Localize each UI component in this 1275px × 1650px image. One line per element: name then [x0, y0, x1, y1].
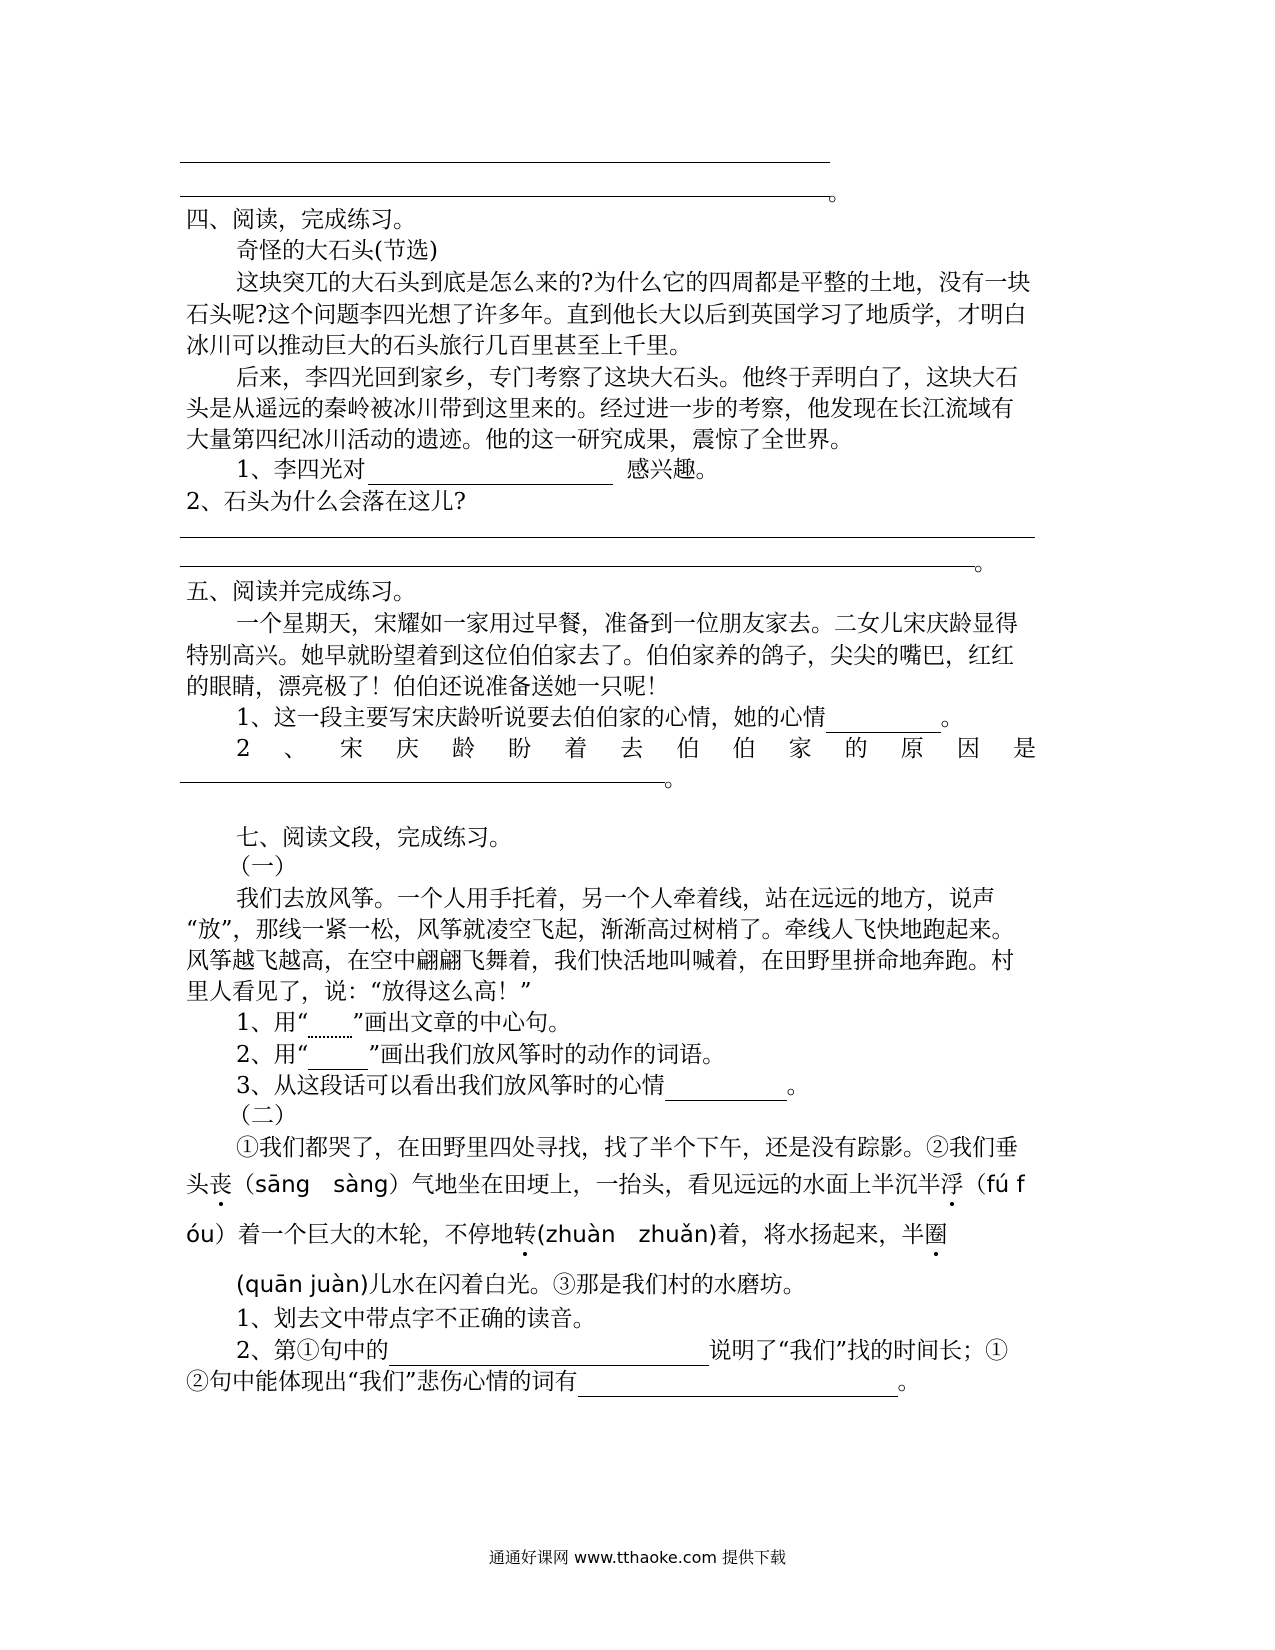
answer-blank[interactable] [826, 710, 941, 733]
question: 2、石头为什么会落在这儿? [186, 489, 466, 515]
question [236, 1336, 1008, 1366]
passage-text: 大量第四纪冰川活动的遗迹。他的这一研究成果，震惊了全世界。 [186, 427, 853, 453]
question-char: 伯 [732, 736, 756, 762]
question-char: 的 [844, 736, 868, 762]
passage-fragment: 着，将水扬起来，半 [717, 1222, 925, 1248]
section-heading: 七、阅读文段，完成练习。 [236, 825, 512, 851]
passage-text: 石头呢?这个问题李四光想了许多年。直到他长大以后到英国学习了地质学，才明白 [186, 302, 1027, 328]
answer-blank[interactable] [389, 1343, 709, 1366]
answer-blank[interactable] [665, 1078, 787, 1101]
question-text: 。 [897, 1369, 921, 1395]
question [236, 1040, 725, 1070]
question-text: 3、从这段话可以看出我们放风筝时的心情 [236, 1073, 665, 1099]
question [236, 703, 964, 733]
passage-text: 我们去放风筝。一个人用手托着，另一个人牵着线，站在远远的地方，说声 [236, 886, 995, 912]
question-char: 着 [564, 736, 588, 762]
passage-text: 风筝越飞越高，在空中翩翩飞舞着，我们快活地叫喊着，在田野里拼命地奔跑。村 [186, 948, 1014, 974]
passage-text: 冰川可以推动巨大的石头旅行几百里甚至上千里。 [186, 333, 692, 359]
passage-fragment: 气地坐在田埂上，一抬头，看见远远的水面上半沉半 [411, 1172, 941, 1198]
question-text: 1、这一段主要写宋庆龄听说要去伯伯家的心情，她的心情 [236, 705, 826, 731]
passage-fragment: 着一个巨大的木轮，不停地 [237, 1222, 514, 1248]
passage-text: ①我们都哭了，在田野里四处寻找，找了半个下午，还是没有踪影。②我们垂 [236, 1135, 1018, 1161]
straight-underline-mark [308, 1055, 368, 1070]
passage-fragment: 儿水在闪着白光。③那是我们村的水磨坊。 [368, 1272, 806, 1298]
question-text: 2、用“ [236, 1042, 309, 1068]
answer-blank[interactable] [368, 462, 613, 485]
question-char: 、 [283, 736, 307, 762]
dotted-char: 丧 [209, 1172, 232, 1198]
question-text: 说明了“我们”找的时间长；① [708, 1338, 1009, 1364]
question-text: 。 [940, 705, 964, 731]
pinyin-options: (zhuàn zhuǎn) [536, 1222, 718, 1248]
question-char: 龄 [452, 736, 476, 762]
part-label: （一） [228, 854, 297, 880]
passage-text: 这块突兀的大石头到底是怎么来的?为什么它的四周都是平整的土地，没有一块 [236, 270, 1031, 296]
section-heading: 四、阅读，完成练习。 [186, 207, 416, 233]
pinyin-options: (quān juàn) [236, 1272, 369, 1298]
dotted-char: 圈 [924, 1222, 948, 1248]
question-text: 1、李四光对 [236, 457, 366, 483]
question [236, 1008, 571, 1038]
passage-title: 奇怪的大石头(节选) [236, 238, 438, 264]
passage-text: 特别高兴。她早就盼望着到这位伯伯家去了。伯伯家养的鸽子，尖尖的嘴巴，红红 [186, 643, 1014, 669]
question-text: ”画出文章的中心句。 [352, 1010, 572, 1036]
question-text: 。 [786, 1073, 810, 1099]
question-char: 家 [788, 736, 812, 762]
answer-line[interactable] [180, 537, 1035, 538]
answer-line[interactable] [180, 566, 975, 567]
wavy-underline-mark [308, 1014, 352, 1038]
dotted-char: 转 [513, 1222, 537, 1248]
passage-text: 后来，李四光回到家乡，专门考察了这块大石头。他终于弄明白了，这块大石 [236, 365, 1018, 391]
dotted-char: 浮 [940, 1172, 964, 1198]
question-text: ②句中能体现出“我们”悲伤心情的词有 [186, 1369, 578, 1395]
question-justified [236, 734, 1036, 764]
part-label: （二） [228, 1103, 297, 1129]
passage-text [186, 1170, 1025, 1200]
passage-text [186, 1220, 947, 1250]
question-char: 去 [620, 736, 644, 762]
question-text: 2、第①句中的 [236, 1338, 389, 1364]
question-char: 是 [1012, 736, 1036, 762]
passage-text: 头是从遥远的秦岭被冰川带到这里来的。经过进一步的考察，他发现在长江流域有 [186, 396, 1014, 422]
page-footer: 通通好课网 www.tthaoke.com 提供下载 [488, 1548, 787, 1567]
answer-line [180, 162, 830, 163]
question-text: ”画出我们放风筝时的动作的词语。 [368, 1042, 726, 1068]
question-text: 感兴趣。 [626, 457, 719, 483]
section-heading: 五、阅读并完成练习。 [186, 579, 416, 605]
question [186, 1367, 921, 1397]
question [236, 455, 719, 485]
question-char: 庆 [395, 736, 419, 762]
question-text: 1、用“ [236, 1010, 309, 1036]
pinyin-options: （fú f [963, 1172, 1025, 1198]
passage-text [236, 1270, 806, 1300]
answer-period: 。 [664, 766, 687, 792]
question-char: 盼 [508, 736, 532, 762]
passage-text: 里人看见了，说：“放得这么高！” [186, 979, 532, 1005]
question-char: 宋 [339, 736, 363, 762]
passage-text: 的眼睛，漂亮极了！伯伯还说准备送她一只呢！ [186, 674, 669, 700]
answer-line [180, 196, 830, 197]
question-char: 伯 [676, 736, 700, 762]
passage-text: “放”，那线一紧一松，风筝就凌空飞起，渐渐高过树梢了。牵线人飞快地跑起来。 [186, 917, 1015, 943]
question: 1、划去文中带点字不正确的读音。 [236, 1306, 596, 1332]
question-char: 因 [956, 736, 980, 762]
answer-line[interactable] [180, 782, 665, 783]
answer-blank[interactable] [578, 1374, 898, 1397]
question [236, 1071, 810, 1101]
answer-period: 。 [974, 550, 997, 576]
answer-period: 。 [828, 180, 851, 206]
question-char: 原 [900, 736, 924, 762]
passage-text: 一个星期天，宋耀如一家用过早餐，准备到一位朋友家去。二女儿宋庆龄显得 [236, 611, 1018, 637]
pinyin-options: （sāng sàng） [232, 1172, 412, 1198]
pinyin-options: óu） [186, 1222, 238, 1248]
question-char: 2 [236, 736, 251, 762]
passage-fragment: 头 [186, 1172, 209, 1198]
